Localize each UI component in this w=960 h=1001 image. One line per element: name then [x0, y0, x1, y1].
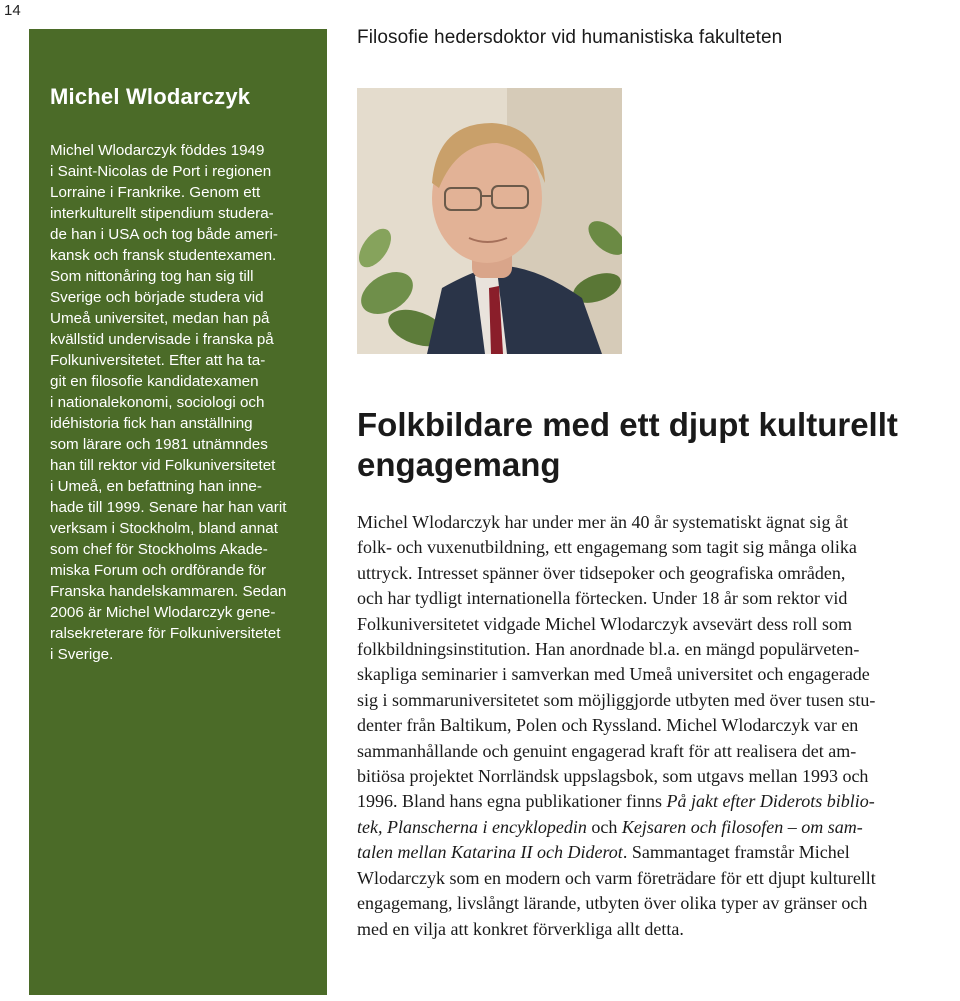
- running-header: Filosofie hedersdoktor vid humanistiska fakulteten: [357, 27, 783, 48]
- publication-title-2: Kejsaren och filosofen – om sam- talen mellan Katarina II och Diderot: [357, 816, 863, 863]
- article-body: [357, 510, 947, 942]
- bio-sidebar: [29, 29, 327, 995]
- sidebar-name: Michel Wlodarczyk: [50, 84, 251, 109]
- article-body-and: och: [586, 816, 622, 837]
- article-body-part-1: Michel Wlodarczyk har under mer än 40 år systematiskt ägnat sig åt folk- och vuxenutbildning, ett engagemang som tagit sig många olika uttryck. Intresset spänner över tidsepoker och geografiska områden, och har tydligt internationella förtecken. Under 18 år som rektor vid Folkuniversitetet vidgade Michel Wlodarczyk avsevärt dess roll som folkbildningsinstitution. Han anordnade bl.a. en mängd populärveten- skapliga seminarier i samverkan med Umeå universitet och engagerade sig i sommaruniversitetet som möjliggjorde utbyten med över tusen stu- denter från Baltikum, Polen och Ryssland. Michel Wlodarczyk var en sammanhållande och genuint engagerad kraft för att realisera det am- bitiösa projektet Norrländsk uppslagsbok, som utgavs mellan 1993 och 1996. Bland hans egna publikationer finns: [357, 512, 876, 812]
- publication-title-1: På jakt efter Diderots biblio- tek, Planscherna i encyklopedin: [357, 791, 875, 837]
- page-number: 14: [4, 2, 21, 19]
- article-body-part-2: . Sammantaget framstår Michel Wlodarczyk som en modern och varm företrädare för ett djupt kulturellt engagemang, livslångt lärande, utbyten över olika typer av gränser och med en vilja att konkret förverkliga allt detta.: [357, 842, 876, 939]
- sidebar-bio-text: Michel Wlodarczyk föddes 1949 i Saint-Nicolas de Port i regionen Lorraine i Frankrike. Genom ett interkulturellt stipendium studera- de han i USA och tog både ameri- kansk och fransk studentexamen. Som nittonåring tog han sig till Sverige och började studera vid Umeå universitet, medan han på kvällstid undervisade i franska på Folkuniversitetet. Efter att ha ta- git en filosofie kandidatexamen i nationalekonomi, sociologi och idéhistoria fick han anställning som lärare och 1981 utnämndes han till rektor vid Folkuniversitetet i Umeå, en befattning han inne- hade till 1999. Senare har han varit verksam i Stockholm, bland annat som chef för Stockholms Akade- miska Forum och ordförande för Franska handelskammaren. Sedan 2006 är Michel Wlodarczyk gene- ralsekreterare för Folkuniversitetet i Sverige.: [50, 142, 287, 664]
- portrait-photo: [357, 88, 622, 354]
- article-headline: Folkbildare med ett djupt kulturellt engagemang: [357, 406, 898, 483]
